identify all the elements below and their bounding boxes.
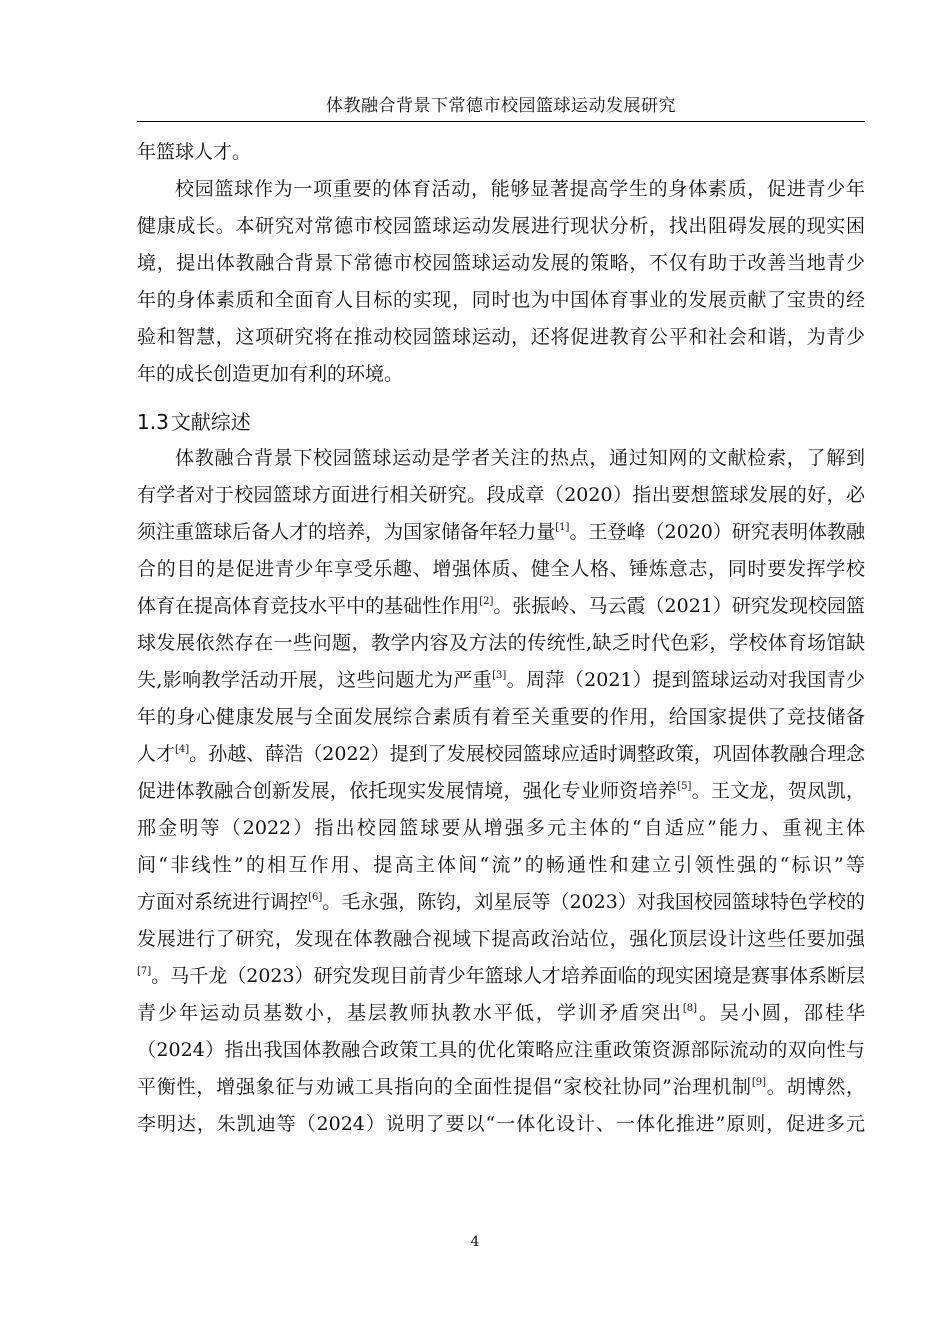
page-number: 4 xyxy=(470,1234,480,1250)
citation-ref: [3] xyxy=(492,670,507,681)
section-heading xyxy=(137,409,251,435)
text-line: 年的身心健康发展与全面发展综合素质有着至关重要的作用，给国家提供了竞技储备 xyxy=(137,706,865,728)
text-line: 境，提出体教融合背景下常德市校园篮球运动发展的策略，不仅有助于改善当地青少 xyxy=(137,252,865,274)
citation-ref: [2] xyxy=(479,596,494,607)
text-line: 方面对系统进行调控[6]。毛永强，陈钧，刘星辰等（2023）对我国校园篮球特色学校的 xyxy=(137,891,865,913)
citation-ref: [8] xyxy=(682,1003,698,1014)
text-line: 平衡性，增强象征与劝诫工具指向的全面性提倡“家校社协同”治理机制[9]。胡博然， xyxy=(137,1076,865,1098)
text-line: 球发展依然存在一些问题，教学内容及方法的传统性,缺乏时代色彩，学校体育场馆缺 xyxy=(137,632,865,654)
text-line: 间“非线性”的相互作用、提高主体间“流”的畅通性和建立引领性强的“标识”等 xyxy=(137,854,865,876)
text-line: 健康成长。本研究对常德市校园篮球运动发展进行现状分析，找出阻碍发展的现实困 xyxy=(137,215,865,237)
text-line: 邢金明等（2022）指出校园篮球要从增强多元主体的“自适应”能力、重视主体 xyxy=(137,817,865,839)
text-line: 验和智慧，这项研究将在推动校园篮球运动，还将促进教育公平和社会和谐，为青少 xyxy=(137,326,865,348)
text-line: 体教融合背景下校园篮球运动是学者关注的热点，通过知网的文献检索，了解到 xyxy=(175,447,865,469)
text-line: 年篮球人才。 xyxy=(137,141,252,163)
text-line: 校园篮球作为一项重要的体育活动，能够显著提高学生的身体素质，促进青少年 xyxy=(175,178,865,200)
section-title: 文献综述 xyxy=(170,410,251,434)
text-line: 发展进行了研究，发现在体教融合视域下提高政治站位，强化顶层设计这些任要加强 xyxy=(137,928,865,950)
text-line: 失,影响教学活动开展，这些问题尤为严重[3]。周萍（2021）提到篮球运动对我国青少 xyxy=(137,669,865,691)
text-line: 须注重篮球后备人才的培养，为国家储备年轻力量[1]。王登峰（2020）研究表明体教融 xyxy=(137,521,865,543)
text-line: [7]。马千龙（2023）研究发现目前青少年篮球人才培养面临的现实困境是赛事体系断层 xyxy=(137,965,865,987)
text-line: 体育在提高体育竞技水平中的基础性作用[2]。张振岭、马云霞（2021）研究发现校园篮 xyxy=(137,595,865,617)
citation-ref: [9] xyxy=(751,1077,767,1088)
citation-ref: [6] xyxy=(308,892,323,903)
citation-ref: [4] xyxy=(175,744,190,755)
citation-ref: [1] xyxy=(555,522,570,533)
running-header: 体教融合背景下常德市校园篮球运动发展研究 xyxy=(326,96,676,116)
text-line: 年的身体素质和全面育人目标的实现，同时也为中国体育事业的发展贡献了宝贵的经 xyxy=(137,289,865,311)
text-line: 人才[4]。孙越、薛浩（2022）提到了发展校园篮球应适时调整政策，巩固体教融合理念 xyxy=(137,743,865,765)
section-number: 1.3 xyxy=(137,410,169,434)
text-line: 有学者对于校园篮球方面进行相关研究。段成章（2020）指出要想篮球发展的好，必 xyxy=(137,484,865,506)
header-rule xyxy=(137,121,865,122)
citation-ref: [7] xyxy=(137,966,152,977)
citation-ref: [5] xyxy=(677,781,692,792)
text-line: 李明达，朱凯迪等（2024）说明了要以“一体化设计、一体化推进”原则，促进多元 xyxy=(137,1113,865,1135)
text-line: 合的目的是促进青少年享受乐趣、增强体质、健全人格、锤炼意志，同时要发挥学校 xyxy=(137,558,865,580)
text-line: （2024）指出我国体教融合政策工具的优化策略应注重政策资源部际流动的双向性与 xyxy=(137,1039,865,1061)
text-line: 年的成长创造更加有利的环境。 xyxy=(137,363,404,385)
text-line: 促进体教融合创新发展，依托现实发展情境，强化专业师资培养[5]。王文龙，贺凤凯， xyxy=(137,780,865,802)
text-line: 青少年运动员基数小，基层教师执教水平低，学训矛盾突出[8]。吴小圆，邵桂华 xyxy=(137,1002,865,1024)
